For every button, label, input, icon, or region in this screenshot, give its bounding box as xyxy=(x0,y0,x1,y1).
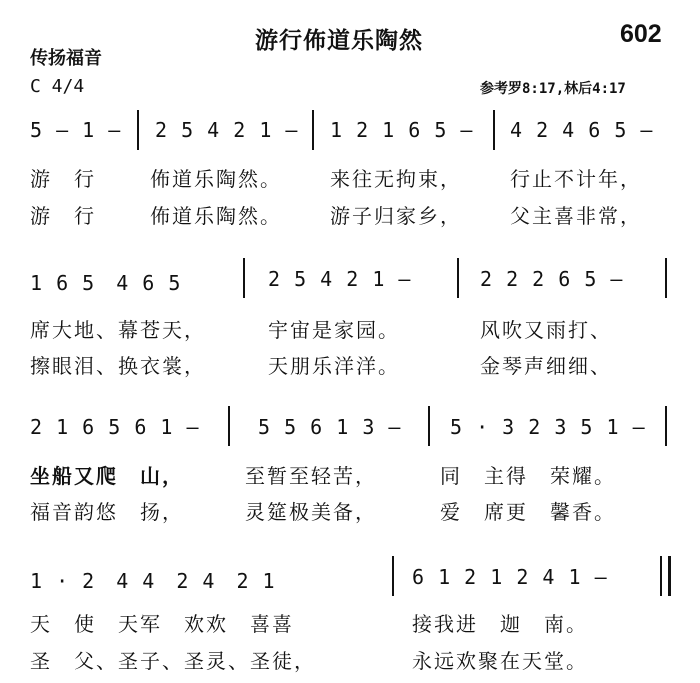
lyric-verse2: 天朋乐洋洋。 xyxy=(268,354,400,378)
measure-notes: 5 5 6 1 3 — xyxy=(258,415,402,439)
song-title: 游行佈道乐陶然 xyxy=(255,28,423,54)
bar-line xyxy=(457,258,459,298)
bar-line xyxy=(137,110,139,150)
lyric-verse1: 至暂至轻苦， xyxy=(245,464,377,488)
bar-line xyxy=(665,406,667,446)
lyric-verse1: 行止不计年， xyxy=(510,167,642,191)
lyric-verse1: 天 使 天军 欢欢 喜喜 xyxy=(30,612,294,636)
lyric-verse2: 灵筵极美备， xyxy=(245,500,377,524)
bar-line xyxy=(428,406,430,446)
category-label: 传扬福音 xyxy=(30,48,102,69)
bar-line xyxy=(665,258,667,298)
measure-notes: 6 1 2 1 2 4 1 — xyxy=(412,565,608,589)
lyric-verse2: 游 行 xyxy=(30,204,96,228)
lyric-verse2: 金琴声细细、 xyxy=(480,354,612,378)
lyric-verse1: 同 主得 荣耀。 xyxy=(440,464,616,488)
lyric-verse2: 永远欢聚在天堂。 xyxy=(412,649,588,673)
measure-notes: 2 1 6 5 6 1 — xyxy=(30,415,200,439)
lyric-verse1: 宇宙是家园。 xyxy=(268,318,400,342)
lyric-verse2: 圣 父、圣子、圣灵、圣徒， xyxy=(30,649,316,673)
measure-notes: 5 — 1 — xyxy=(30,118,122,142)
bar-line xyxy=(312,110,314,150)
measure-notes: 2 2 2 6 5 — xyxy=(480,267,624,291)
scripture-reference: 参考罗8:17,林后4:17 xyxy=(480,81,626,97)
measure-notes: 1 · 2 4 4 2 4 2 1 xyxy=(30,569,276,593)
bar-line xyxy=(493,110,495,150)
key-signature: C 4/4 xyxy=(30,76,85,97)
measure-notes: 4 2 4 6 5 — xyxy=(510,118,654,142)
measure-notes: 5 · 3 2 3 5 1 — xyxy=(450,415,646,439)
final-barline xyxy=(660,556,671,596)
lyric-verse2: 游子归家乡， xyxy=(330,204,462,228)
bar-line xyxy=(228,406,230,446)
measure-notes: 1 2 1 6 5 — xyxy=(330,118,474,142)
measure-notes: 2 5 4 2 1 — xyxy=(155,118,299,142)
lyric-verse1: 坐船又爬 山， xyxy=(30,464,184,488)
hymn-number: 602 xyxy=(620,20,662,48)
measure-notes: 1 6 5 4 6 5 xyxy=(30,271,182,295)
lyric-verse1: 来往无拘束， xyxy=(330,167,462,191)
lyric-verse2: 佈道乐陶然。 xyxy=(150,204,282,228)
measure-notes: 2 5 4 2 1 — xyxy=(268,267,412,291)
lyric-verse2: 福音韵悠 扬， xyxy=(30,500,184,524)
lyric-verse1: 席大地、幕苍天， xyxy=(30,318,206,342)
lyric-verse1: 游 行 xyxy=(30,167,96,191)
bar-line xyxy=(392,556,394,596)
lyric-verse1: 接我进 迦 南。 xyxy=(412,612,588,636)
bar-line xyxy=(243,258,245,298)
lyric-verse2: 父主喜非常， xyxy=(510,204,642,228)
lyric-verse1: 风吹又雨打、 xyxy=(480,318,612,342)
lyric-verse1: 佈道乐陶然。 xyxy=(150,167,282,191)
lyric-verse2: 擦眼泪、换衣裳， xyxy=(30,354,206,378)
lyric-verse2: 爱 席更 馨香。 xyxy=(440,500,616,524)
